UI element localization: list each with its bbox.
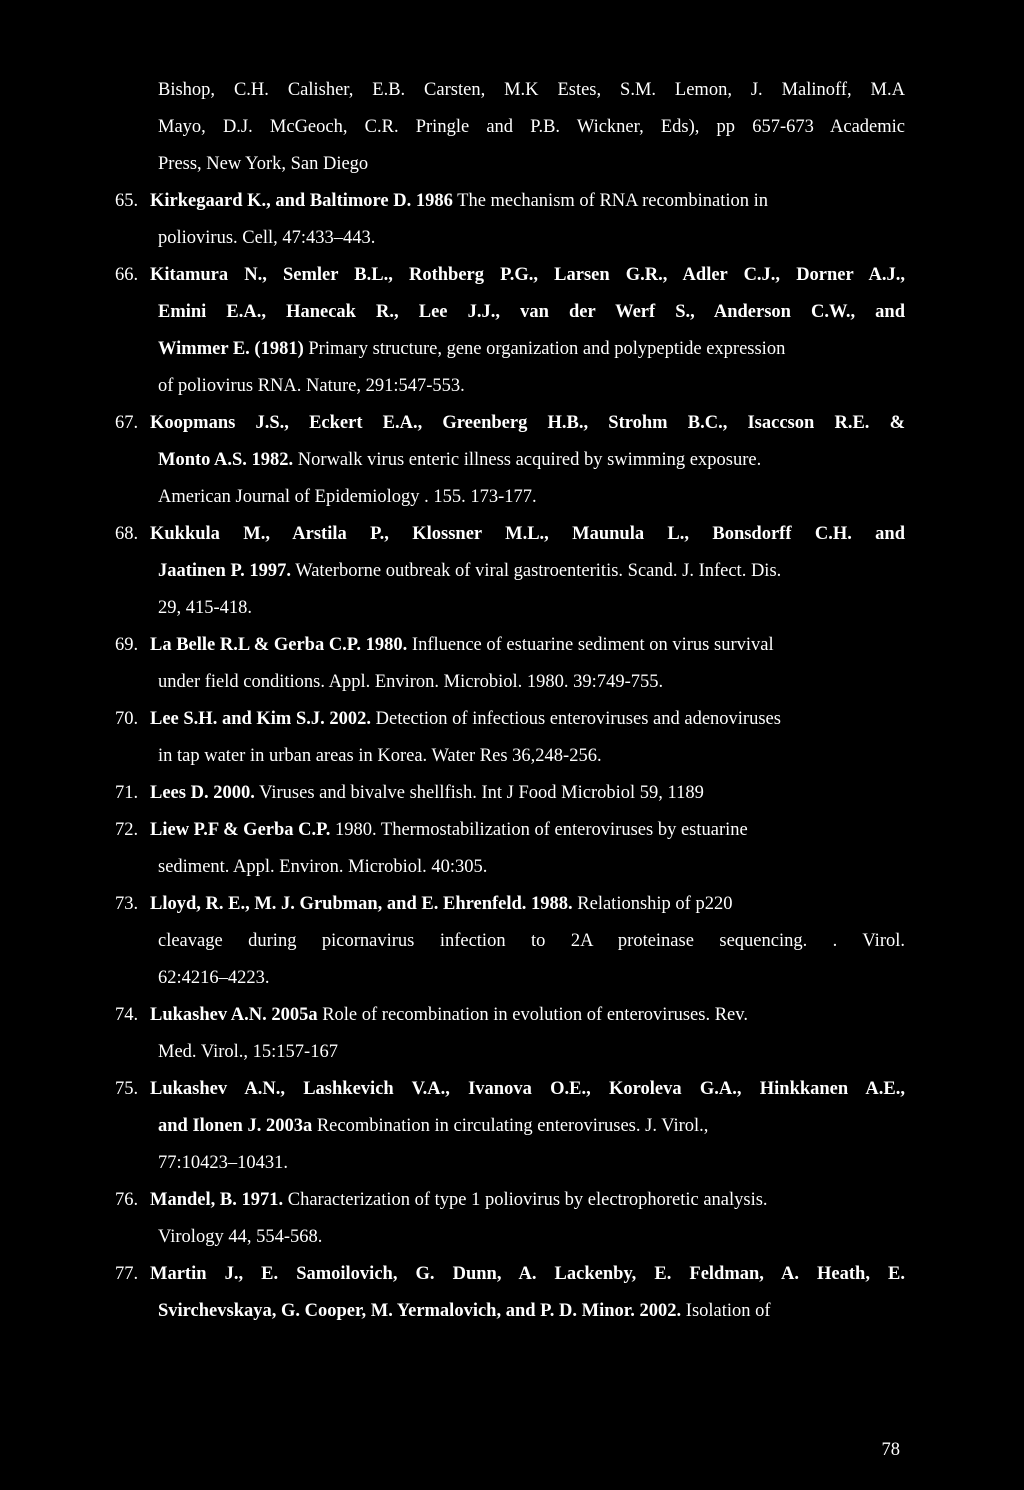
text-line: Mayo, D.J. McGeoch, C.R. Pringle and P.B. Wickner, Eds), pp 657-673 Academic bbox=[158, 117, 905, 137]
reference-67 bbox=[115, 405, 905, 516]
text-line: 29, 415-418. bbox=[158, 598, 253, 618]
reference-number: 66. bbox=[115, 265, 139, 285]
reference-number: 67. bbox=[115, 413, 139, 433]
reference-list bbox=[115, 72, 905, 1330]
reference-number: 69. bbox=[115, 635, 139, 655]
reference-number: 68. bbox=[115, 524, 139, 544]
reference-text: Recombination in circulating enteroviruses. J. Virol., bbox=[312, 1116, 709, 1136]
reference-authors: Wimmer E. (1981) bbox=[158, 339, 304, 359]
reference-text: Detection of infectious enteroviruses and adenoviruses bbox=[371, 709, 781, 729]
reference-number: 74. bbox=[115, 1005, 139, 1025]
reference-number: 77. bbox=[115, 1264, 139, 1284]
reference-number: 70. bbox=[115, 709, 139, 729]
reference-76 bbox=[115, 1182, 905, 1256]
reference-68 bbox=[115, 516, 905, 627]
reference-75 bbox=[115, 1071, 905, 1182]
text-line: Press, New York, San Diego bbox=[158, 154, 369, 174]
reference-authors: Jaatinen P. 1997. bbox=[158, 561, 291, 581]
text-line: in tap water in urban areas in Korea. Water Res 36,248-256. bbox=[158, 746, 602, 766]
reference-authors: Lukashev A.N. 2005a bbox=[150, 1005, 318, 1025]
reference-70 bbox=[115, 701, 905, 775]
reference-authors: and Ilonen J. 2003a bbox=[158, 1116, 313, 1136]
reference-text: Characterization of type 1 poliovirus by electrophoretic analysis. bbox=[283, 1190, 768, 1210]
reference-text: Viruses and bivalve shellfish. Int J Food Microbiol 59, 1189 bbox=[254, 783, 704, 803]
reference-77 bbox=[115, 1256, 905, 1330]
reference-number: 72. bbox=[115, 820, 139, 840]
reference-72 bbox=[115, 812, 905, 886]
reference-authors: Kirkegaard K., and Baltimore D. 1986 bbox=[150, 191, 453, 211]
text-line: cleavage during picornavirus infection to 2A proteinase sequencing. . Virol. bbox=[158, 931, 905, 951]
reference-number: 75. bbox=[115, 1079, 139, 1099]
reference-text: Influence of estuarine sediment on virus survival bbox=[407, 635, 774, 655]
reference-text: Relationship of p220 bbox=[572, 894, 733, 914]
reference-73 bbox=[115, 886, 905, 997]
text-line: under field conditions. Appl. Environ. Microbiol. 1980. 39:749-755. bbox=[158, 672, 664, 692]
reference-authors: Liew P.F & Gerba C.P. bbox=[150, 820, 331, 840]
reference-66 bbox=[115, 257, 905, 405]
reference-authors: Martin J., E. Samoilovich, G. Dunn, A. Lackenby, E. Feldman, A. Heath, E. bbox=[150, 1264, 905, 1284]
reference-authors: Lloyd, R. E., M. J. Grubman, and E. Ehrenfeld. 1988. bbox=[150, 894, 573, 914]
reference-text: Role of recombination in evolution of enteroviruses. Rev. bbox=[317, 1005, 748, 1025]
reference-number: 73. bbox=[115, 894, 139, 914]
reference-continuation bbox=[115, 72, 905, 183]
reference-65 bbox=[115, 183, 905, 257]
reference-text: The mechanism of RNA recombination in bbox=[452, 191, 768, 211]
reference-authors: Lees D. 2000. bbox=[150, 783, 255, 803]
reference-authors: Lukashev A.N., Lashkevich V.A., Ivanova O.E., Koroleva G.A., Hinkkanen A.E., bbox=[150, 1079, 905, 1099]
page-number: 78 bbox=[881, 1440, 900, 1460]
reference-text: Waterborne outbreak of viral gastroenteritis. Scand. J. Infect. Dis. bbox=[290, 561, 782, 581]
text-line: 77:10423–10431. bbox=[158, 1153, 289, 1173]
text-line: Bishop, C.H. Calisher, E.B. Carsten, M.K Estes, S.M. Lemon, J. Malinoff, M.A bbox=[158, 80, 905, 100]
reference-number: 65. bbox=[115, 191, 139, 211]
reference-text: Primary structure, gene organization and polypeptide expression bbox=[303, 339, 786, 359]
text-line: sediment. Appl. Environ. Microbiol. 40:305. bbox=[158, 857, 488, 877]
text-line: American Journal of Epidemiology . 155. 173-177. bbox=[158, 487, 537, 507]
text-line: Med. Virol., 15:157-167 bbox=[158, 1042, 338, 1062]
reference-text: Isolation of bbox=[681, 1301, 771, 1321]
reference-authors: Monto A.S. 1982. bbox=[158, 450, 294, 470]
text-line: 62:4216–4223. bbox=[158, 968, 270, 988]
reference-74 bbox=[115, 997, 905, 1071]
reference-authors: Svirchevskaya, G. Cooper, M. Yermalovich, and P. D. Minor. 2002. bbox=[158, 1301, 682, 1321]
reference-authors: Mandel, B. 1971. bbox=[150, 1190, 284, 1210]
reference-authors: Kitamura N., Semler B.L., Rothberg P.G., Larsen G.R., Adler C.J., Dorner A.J., bbox=[150, 265, 905, 285]
reference-71 bbox=[115, 775, 905, 812]
reference-69 bbox=[115, 627, 905, 701]
text-line: of poliovirus RNA. Nature, 291:547-553. bbox=[158, 376, 465, 396]
text-line: Virology 44, 554-568. bbox=[158, 1227, 323, 1247]
reference-text: 1980. Thermostabilization of enteroviruses by estuarine bbox=[330, 820, 748, 840]
reference-number: 76. bbox=[115, 1190, 139, 1210]
reference-authors: Koopmans J.S., Eckert E.A., Greenberg H.B., Strohm B.C., Isaccson R.E. & bbox=[150, 413, 905, 433]
text-line: poliovirus. Cell, 47:433–443. bbox=[158, 228, 376, 248]
reference-number: 71. bbox=[115, 783, 139, 803]
reference-authors: Lee S.H. and Kim S.J. 2002. bbox=[150, 709, 371, 729]
reference-authors: Emini E.A., Hanecak R., Lee J.J., van der Werf S., Anderson C.W., and bbox=[158, 302, 905, 322]
reference-authors: La Belle R.L & Gerba C.P. 1980. bbox=[150, 635, 408, 655]
reference-text: Norwalk virus enteric illness acquired by swimming exposure. bbox=[293, 450, 762, 470]
reference-authors: Kukkula M., Arstila P., Klossner M.L., Maunula L., Bonsdorff C.H. and bbox=[150, 524, 905, 544]
